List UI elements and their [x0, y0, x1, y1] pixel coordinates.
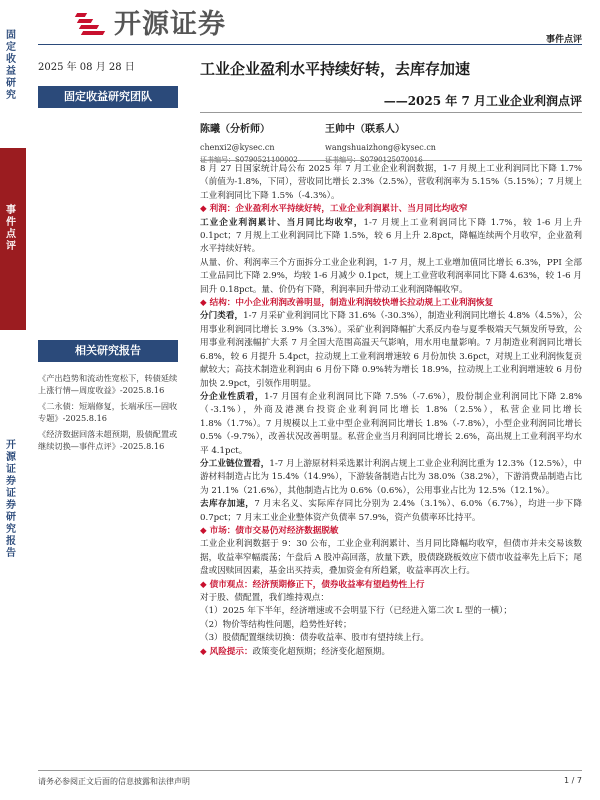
body-paragraph	[200, 538, 582, 578]
paragraph-text: 1-7 月上游原材料采选累计利润占规上工业企业利润比重为 12.3%（12.5%），中游材料制造占比为 15.4%（14.9%），下游装备制造占比为 38.0%（38.2%），下游消费品制造占比为 21.1%（21.6%），其他制造占比为 0.6%（0.6%），公用事业占比为 12.5%（12.1%）。	[200, 458, 582, 496]
report-body	[200, 163, 582, 659]
paragraph-text: （2）物价等结构性问题，趋势性好转；	[200, 619, 352, 630]
paragraph-text: 从量、价、利润率三个方面拆分工业企业利润，1-7 月，规上工业增加值同比增长 6.3%，PPI 全部工业品同比下降 2.9%，均较 1-6 月减少 0.1pct，规上工业营收利润率同比下降 4.63%，较 1-6 月回升 0.18pct。量、价仍有下降，利润率回升带动工业利润降幅收窄。	[200, 257, 582, 295]
body-paragraph	[200, 498, 582, 525]
body-paragraph	[200, 605, 582, 618]
body-paragraph	[200, 646, 582, 659]
paragraph-text: 1-7 月采矿业利润同比下降 31.6%（-30.3%），制造业利润同比增长 4.8%（4.5%），公用事业利润同比增长 3.9%（3.3%）。采矿业利润降幅扩大系反内卷与夏季极端天气频发所导致，公用事业利润涨幅扩大系 7 月全国大范围高温天气影响，用水用电量影响。7 月制造业利润同比增长 6.8%，较 6 月提升 5.4pct，拉动规上工业利润增速较 6 月份加快 3.6pct，对规上工业利润恢复贡献较大；高技术制造业利润由 6 月份下降 0.9%转为增长 18.9%，拉动规上工业利润增速较 6 月份加快 2.9pct，引领作用明显。	[200, 311, 582, 389]
paragraph-text: 8 月 27 日国家统计局公布 2025 年 7 月工业企业利润数据，1-7 月规上工业利润同比下降 1.7%（前值为-1.8%，下同），营收同比增长 2.3%（2.5%），营收利润率为 5.15%（5.15%）；7 月规上工业利润同比下降 1.5%（-4.3%）。	[200, 164, 582, 201]
report-title: 工业企业盈利水平持续好转，去库存加速	[200, 60, 471, 78]
paragraph-lead: ◆ 风险提示：	[200, 646, 253, 657]
paragraph-text: 对于股、债配置，我们维持观点：	[200, 593, 329, 603]
logo-icon	[68, 7, 108, 37]
paragraph-text: （1）2025 年下半年，经济增速或不会明显下行（已经进入第二次 L 型的一横）；	[200, 606, 512, 617]
paragraph-text: （3）股债配置继续切换：债券收益率、股市有望持续上行。	[200, 633, 429, 644]
analyst-1-email[interactable]: chenxi2@kysec.cn	[200, 143, 275, 152]
body-paragraph	[200, 163, 582, 203]
body-paragraph	[200, 619, 582, 632]
body-paragraph	[200, 458, 582, 498]
report-subtitle: ——2025 年 7 月工业企业利润点评	[383, 94, 582, 108]
report-date: 2025 年 08 月 28 日	[38, 62, 135, 73]
related-list	[38, 372, 178, 452]
related-heading: 相关研究报告	[38, 340, 178, 362]
footer-rule	[38, 770, 582, 771]
paragraph-text: 政策变化超预期；经济变化超预期。	[252, 646, 391, 657]
section-title: ◆ 结构：中小企业利润改善明显，制造业利润较快增长拉动规上工业利润恢复	[200, 298, 494, 309]
team-badge: 固定收益研究团队	[38, 86, 178, 108]
related-item[interactable]: 《产出趋势和流动性宽松下，转债延续上涨行情—周度收益》-2025.8.16	[38, 373, 178, 395]
title-rule	[200, 112, 582, 113]
paragraph-lead: 去库存加速，	[200, 499, 255, 510]
paragraph-lead: 分门类看，	[200, 311, 244, 322]
section-heading	[200, 579, 582, 592]
footer	[38, 776, 582, 787]
left-band-top-label: 固定收益研究	[6, 30, 16, 101]
body-paragraph	[200, 632, 582, 645]
left-band-mid-label: 事件点评	[6, 205, 16, 252]
analyst-1-cert: 证书编号：S0790521100002	[200, 156, 298, 164]
report-type-tag: 事件点评	[545, 35, 582, 45]
analyst-2-email[interactable]: wangshuaizhong@kysec.cn	[325, 143, 436, 152]
paragraph-text: 7 月末名义、实际库存同比分别为 2.4%（3.1%）、6.0%（6.7%），均进一步下降 0.7pct；7 月末工业企业整体资产负债率 57.9%，资产负债率环比持平。	[200, 499, 582, 523]
section-title: ◆ 债市观点：经济预期修正下，债券收益率有望趋势性上行	[200, 579, 425, 590]
section-heading	[200, 525, 582, 538]
analyst-rule	[200, 160, 582, 161]
section-title: ◆ 利润：企业盈利水平持续好转，工业企业利润累计、当月同比均收窄	[200, 204, 468, 215]
header-rule	[38, 44, 582, 45]
analyst-2-name: 王帅中（联系人）	[325, 124, 405, 135]
body-paragraph	[200, 391, 582, 458]
body-paragraph	[200, 592, 582, 605]
body-paragraph	[200, 310, 582, 390]
paragraph-lead: 工业企业利润累计、当月同比均收窄，	[200, 217, 364, 228]
brand-name: 开源证券	[114, 9, 226, 40]
paragraph-lead: 分企业性质看，	[200, 391, 265, 402]
paragraph-text: 1-7 月规上工业利润同比下降 1.7%，较 1-6 月上升 0.1pct；7 月规上工业利润同比下降 1.5%，较 6 月上升 2.8pct，降幅连续两个月收窄，企业盈利水平持续好转。	[200, 217, 582, 255]
brand-logo	[68, 2, 226, 41]
paragraph-text: 工业企业利润数据于 9：30 公布，工业企业利润累计、当月同比降幅均收窄，但债市并未交易该数据，收益率窄幅震荡；午盘后 A 股冲高回落，放量下跌，股债跷跷板效应下债市收益率先上后下；尾盘或因赎回因素，基金出买持卖，叠加资金有所趋紧，收益率再次上行。	[200, 539, 582, 577]
section-heading	[200, 203, 582, 216]
related-item[interactable]: 《经济数据回落未超预期，股债配置或继续切换—事件点评》-2025.8.16	[38, 429, 178, 451]
page-number: 1 / 7	[564, 776, 582, 785]
section-title: ◆ 市场：债市交易仍对经济数据脱敏	[200, 525, 339, 536]
paragraph-lead: 分工业链位置看，	[200, 458, 270, 469]
analyst-1-name: 陈曦（分析师）	[200, 124, 270, 135]
footer-disclaimer: 请务必参阅正文后面的信息披露和法律声明	[38, 777, 190, 786]
body-paragraph	[200, 257, 582, 297]
paragraph-text: 1-7 月国有企业利润同比下降 7.5%（-7.6%），股份制企业利润同比下降 2.8%（-3.1%），外商及港澳台投资企业利润同比增长 1.8%（2.5%），私营企业同比增长 1.8%（1.7%）。7 月规模以上工业中型企业利润同比增长 1.8%（-7.8%），小型企业利润同比增长 0.5%（-9.7%），改善状况改善明显。私营企业当月利润同比增长 2.6%，高出规上工业利润平均水平 4.1pct。	[200, 391, 582, 456]
left-band-bottom-label: 开源证券 证券研究报告	[6, 440, 16, 559]
analyst-2-cert: 证书编号：S0790125070016	[325, 156, 423, 164]
body-paragraph	[200, 217, 582, 257]
section-heading	[200, 297, 582, 310]
analyst-2	[325, 120, 525, 165]
related-item[interactable]: 《二永债：短端修复，长端承压—固收专题》-2025.8.16	[38, 401, 178, 423]
